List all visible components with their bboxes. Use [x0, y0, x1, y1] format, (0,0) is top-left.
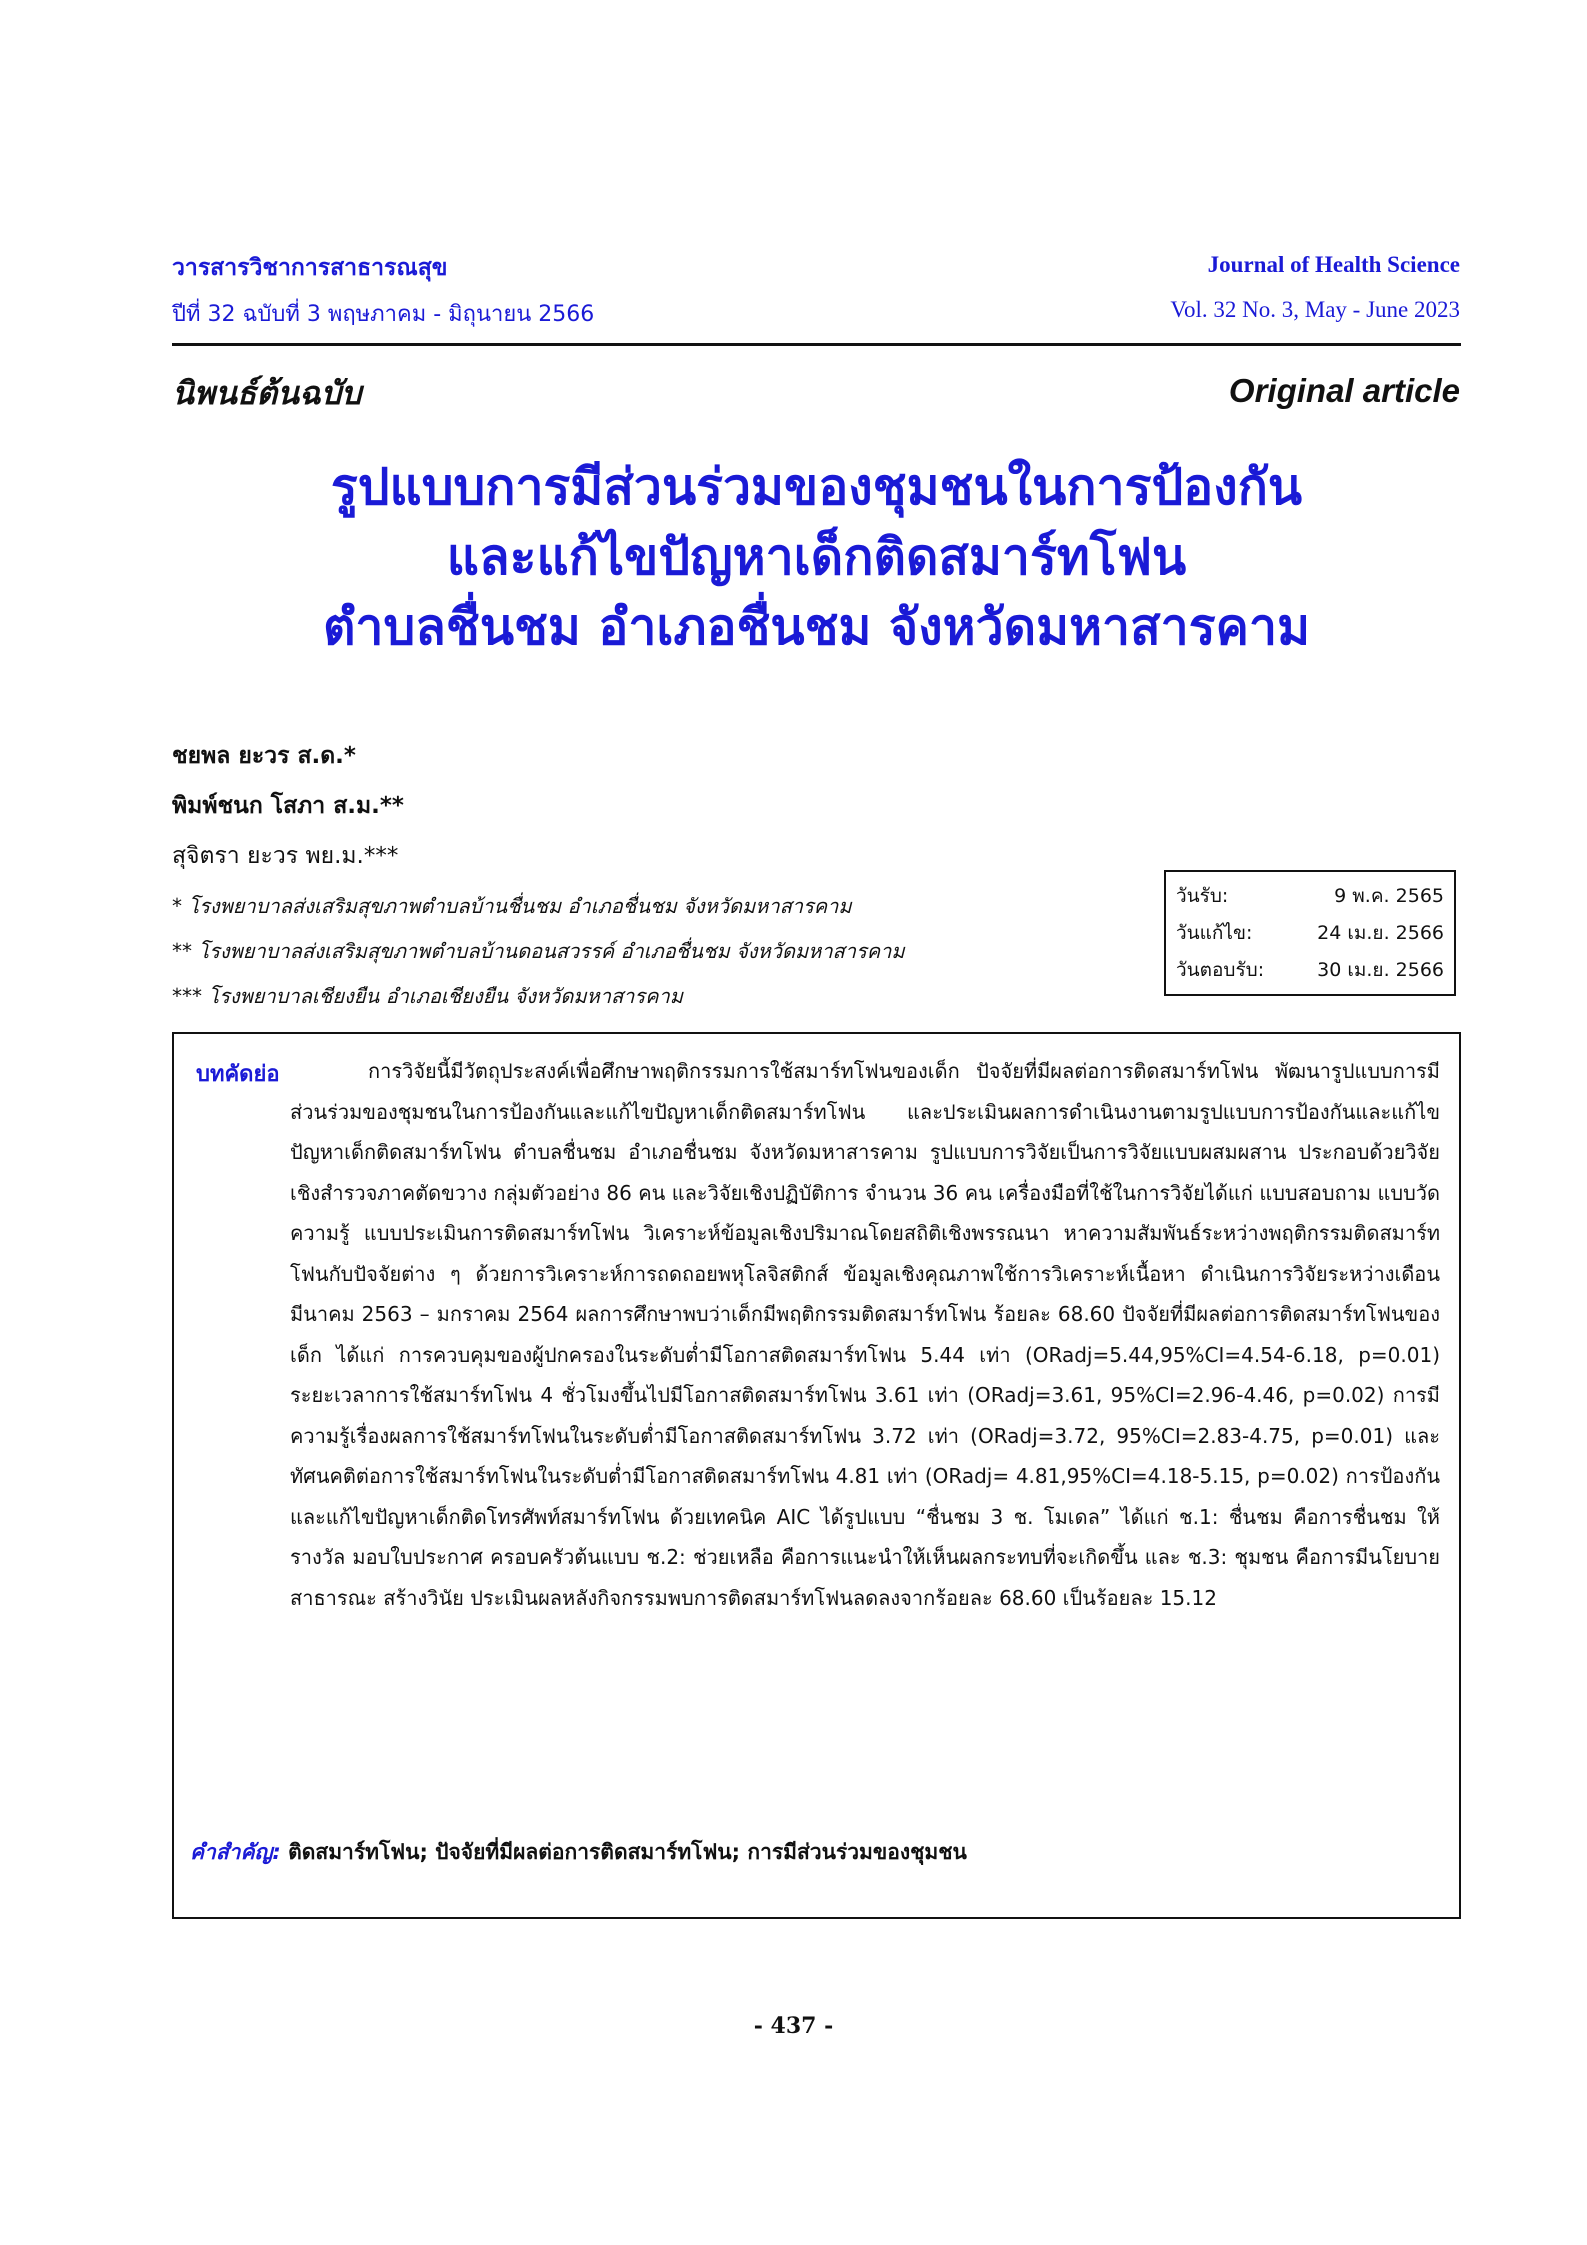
header-rule	[172, 343, 1461, 346]
affiliation: *** โรงพยาบาลเชียงยืน อำเภอเชียงยืน จังหวัดมหาสารคาม	[172, 984, 683, 1008]
date-row-revised	[1176, 915, 1444, 952]
author-name: ชยพล ยะวร ส.ด.*	[172, 743, 356, 769]
article-type-en: Original article	[1228, 372, 1460, 409]
title-line: และแก้ไขปัญหาเด็กติดสมาร์ทโฟน	[446, 528, 1187, 586]
keywords	[190, 1836, 967, 1869]
date-value: 24 เม.ย. 2566	[1317, 922, 1444, 944]
page-number: - 437 -	[753, 2013, 834, 2039]
date-row-received	[1176, 878, 1444, 915]
title-line: ตำบลชื่นชม อำเภอชื่นชม จังหวัดมหาสารคาม	[322, 598, 1311, 656]
date-row-accepted	[1176, 952, 1444, 989]
date-label: วันรับ:	[1176, 885, 1229, 907]
author-name: สุจิตรา ยะวร พย.ม.***	[172, 843, 399, 869]
author-name: พิมพ์ชนก โสภา ส.ม.**	[172, 793, 404, 819]
issue-info-th: ปีที่ 32 ฉบับที่ 3 พฤษภาคม - มิถุนายน 2566	[172, 302, 595, 327]
journal-name-th: วารสารวิชาการสาธารณสุข	[172, 255, 448, 281]
title-line: รูปแบบการมีส่วนร่วมของชุมชนในการป้องกัน	[330, 458, 1303, 516]
date-value: 30 เม.ย. 2566	[1317, 959, 1444, 981]
article-type-th: นิพนธ์ต้นฉบับ	[172, 374, 362, 412]
article-title	[172, 452, 1461, 662]
affiliation: * โรงพยาบาลส่งเสริมสุขภาพตำบลบ้านชื่นชม อำเภอชื่นชม จังหวัดมหาสารคาม	[172, 894, 852, 918]
date-label: วันแก้ไข:	[1176, 922, 1253, 944]
abstract-label: บทคัดย่อ	[196, 1062, 280, 1087]
date-label: วันตอบรับ:	[1176, 959, 1265, 981]
issue-info-en: Vol. 32 No. 3, May - June 2023	[1170, 297, 1460, 322]
keywords-label: คำสำคัญ:	[190, 1840, 281, 1864]
date-value: 9 พ.ค. 2565	[1334, 885, 1444, 907]
affiliation: ** โรงพยาบาลส่งเสริมสุขภาพตำบลบ้านดอนสวรรค์ อำเภอชื่นชม จังหวัดมหาสารคาม	[172, 939, 905, 963]
journal-name-en: Journal of Health Science	[1207, 252, 1460, 277]
abstract-text: การวิจัยนี้มีวัตถุประสงค์เพื่อศึกษาพฤติกรรมการใช้สมาร์ทโฟนของเด็ก ปัจจัยที่มีผลต่อการติดสมาร์ทโฟน พัฒนารูปแบบการมีส่วนร่วมของชุมชนในการป้องกันและแก้ไขปัญหาเด็กติดสมาร์ทโฟน และประเมินผลการดำเนินงานตามรูปแบบการป้องกันและแก้ไขปัญหาเด็กติดสมาร์ทโฟน ตำบลชื่นชม อำเภอชื่นชม จังหวัดมหาสารคาม รูปแบบการวิจัยเป็นการวิจัยแบบผสมผสาน ประกอบด้วยวิจัยเชิงสำรวจภาคตัดขวาง กลุ่มตัวอย่าง 86 คน และวิจัยเชิงปฏิบัติการ จำนวน 36 คน เครื่องมือที่ใช้ในการวิจัยได้แก่ แบบสอบถาม แบบวัดความรู้ แบบประเมินการติดสมาร์ทโฟน วิเคราะห์ข้อมูลเชิงปริมาณโดยสถิติเชิงพรรณนา หาความสัมพันธ์ระหว่างพฤติกรรมติดสมาร์ทโฟนกับปัจจัยต่าง ๆ ด้วยการวิเคราะห์การถดถอยพหุโลจิสติกส์ ข้อมูลเชิงคุณภาพใช้การวิเคราะห์เนื้อหา ดำเนินการวิจัยระหว่างเดือนมีนาคม 2563 – มกราคม 2564 ผลการศึกษาพบว่าเด็กมีพฤติกรรมติดสมาร์ทโฟน ร้อยละ 68.60 ปัจจัยที่มีผลต่อการติดสมาร์ทโฟนของเด็ก ได้แก่ การควบคุมของผู้ปกครองในระดับต่ำมีโอกาสติดสมาร์ทโฟน 5.44 เท่า (ORadj=5.44,95%CI=4.54-6.18, p=0.01) ระยะเวลาการใช้สมาร์ทโฟน 4 ชั่วโมงขึ้นไปมีโอกาสติดสมาร์ทโฟน 3.61 เท่า (ORadj=3.61, 95%CI=2.96-4.46, p=0.02) การมีความรู้เรื่องผลการใช้สมาร์ทโฟนในระดับต่ำมีโอกาสติดสมาร์ทโฟน 3.72 เท่า (ORadj=3.72, 95%CI=2.83-4.75, p=0.01) และทัศนคติต่อการใช้สมาร์ทโฟนในระดับต่ำมีโอกาสติดสมาร์ทโฟน 4.81 เท่า (ORadj= 4.81,95%CI=4.18-5.15, p=0.02) การป้องกันและแก้ไขปัญหาเด็กติดโทรศัพท์สมาร์ทโฟน ด้วยเทคนิค AIC ได้รูปแบบ “ชื่นชม 3 ช. โมเดล” ได้แก่ ช.1: ชื่นชม คือการชื่นชม ให้รางวัล มอบใบประกาศ ครอบครัวต้นแบบ ช.2: ช่วยเหลือ คือการแนะนำให้เห็นผลกระทบที่จะเกิดขึ้น และ ช.3: ชุมชน คือการมีนโยบายสาธารณะ สร้างวินัย ประเมินผลหลังกิจกรรมพบการติดสมาร์ทโฟนลดลงจากร้อยละ 68.60 เป็นร้อยละ 15.12	[290, 1059, 1440, 1610]
keywords-text: ติดสมาร์ทโฟน; ปัจจัยที่มีผลต่อการติดสมาร์ทโฟน; การมีส่วนร่วมของชุมชน	[288, 1840, 967, 1864]
dates-box	[1164, 870, 1456, 996]
